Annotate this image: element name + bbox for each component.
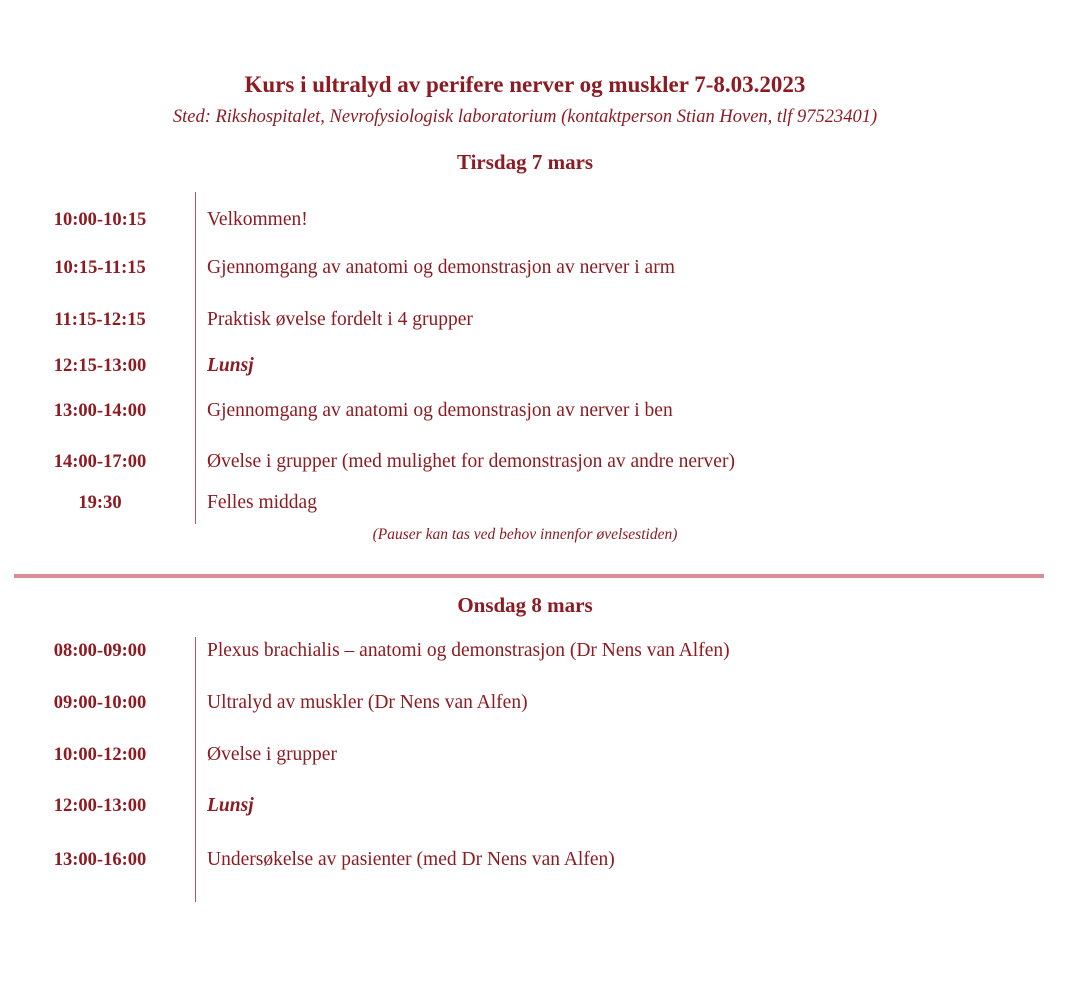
- row-time: 10:00-10:15: [53, 210, 147, 230]
- row-activity: Felles middag: [207, 492, 317, 513]
- row-time: 12:00-13:00: [53, 796, 147, 816]
- row-time: 13:00-16:00: [53, 850, 147, 870]
- schedule-row: [0, 396, 1050, 426]
- schedule-row: [0, 488, 1050, 518]
- schedule-row: [0, 636, 1050, 666]
- row-activity: Velkommen!: [207, 209, 308, 230]
- row-activity: Gjennomgang av anatomi og demonstrasjon av nerver i arm: [207, 257, 675, 278]
- row-time: 19:30: [78, 493, 122, 513]
- row-time: 14:00-17:00: [53, 452, 147, 472]
- row-activity: Undersøkelse av pasienter (med Dr Nens van Alfen): [207, 849, 615, 870]
- schedule-row: [0, 845, 1050, 875]
- row-time: 09:00-10:00: [53, 693, 147, 713]
- schedule-row: [0, 688, 1050, 718]
- row-activity: Lunsj: [207, 355, 254, 376]
- row-activity: Plexus brachialis – anatomi og demonstrasjon (Dr Nens van Alfen): [207, 640, 730, 661]
- schedule-row: [0, 305, 1050, 335]
- row-time: 10:00-12:00: [53, 745, 147, 765]
- schedule-row: [0, 351, 1050, 381]
- day1-heading: Tirsdag 7 mars: [456, 150, 594, 174]
- row-activity: Øvelse i grupper (med mulighet for demonstrasjon av andre nerver): [207, 451, 735, 472]
- row-activity: Ultralyd av muskler (Dr Nens van Alfen): [207, 692, 528, 713]
- section-divider: [14, 574, 1044, 578]
- course-location: Sted: Rikshospitalet, Nevrofysiologisk laboratorium (kontaktperson Stian Hoven, tlf 97523401): [172, 107, 878, 127]
- row-time: 13:00-14:00: [53, 401, 147, 421]
- row-activity: Gjennomgang av anatomi og demonstrasjon av nerver i ben: [207, 400, 673, 421]
- row-time: 10:15-11:15: [54, 258, 146, 278]
- day2-heading: Onsdag 8 mars: [457, 593, 593, 617]
- row-time: 08:00-09:00: [53, 641, 147, 661]
- row-activity: Øvelse i grupper: [207, 744, 337, 765]
- schedule-row: [0, 253, 1050, 283]
- row-time: 11:15-12:15: [54, 310, 146, 330]
- schedule-row: [0, 791, 1050, 821]
- schedule-row: [0, 740, 1050, 770]
- course-title: Kurs i ultralyd av perifere nerver og muskler 7-8.03.2023: [244, 72, 806, 97]
- row-activity: Lunsj: [207, 795, 254, 816]
- row-time: 12:15-13:00: [53, 356, 147, 376]
- row-activity: Praktisk øvelse fordelt i 4 grupper: [207, 309, 473, 330]
- schedule-row: [0, 205, 1050, 235]
- schedule-row: [0, 447, 1050, 477]
- break-note: (Pauser kan tas ved behov innenfor øvelsestiden): [372, 526, 678, 543]
